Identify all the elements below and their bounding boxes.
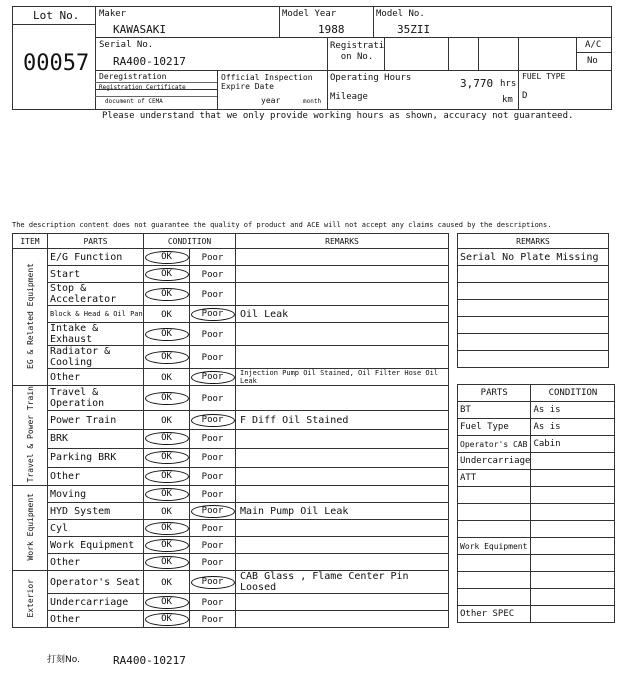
remark-cell: Injection Pump Oil Stained, Oil Filter Hose Oil Leak (236, 369, 449, 386)
part-name: Travel & Operation (48, 386, 144, 411)
remark-cell (236, 554, 449, 571)
year-label: year (261, 96, 281, 105)
remark-cell (236, 266, 449, 283)
condition-col-header: CONDITION (531, 385, 615, 402)
condition-poor-cell (190, 411, 236, 430)
part-name: Work Equipment (48, 537, 144, 554)
parts-row (458, 453, 615, 470)
parts-row-part: Other SPEC (458, 606, 531, 623)
parts-row-part: Fuel Type (458, 419, 531, 436)
parts-row (458, 521, 615, 538)
lot-label: Lot No. (33, 9, 80, 22)
condition-poor-circled: Poor (191, 371, 235, 384)
item-group-cell (13, 386, 48, 486)
item-group-cell (13, 486, 48, 571)
condition-poor-cell (190, 369, 236, 386)
condition-ok-cell (144, 537, 190, 554)
condition-poor-cell (190, 346, 236, 369)
condition-ok-circled: OK (145, 328, 189, 341)
parts-row (458, 436, 615, 453)
condition-ok-cell (144, 249, 190, 266)
hrs-unit: hrs (500, 79, 517, 89)
condition-poor-label: Poor (201, 252, 224, 263)
condition-ok-circled: OK (145, 470, 189, 483)
condition-poor-label: Poor (201, 289, 224, 300)
condition-ok-cell (144, 503, 190, 520)
model-year-value: 1988 (318, 23, 345, 36)
remark-cell: Oil Leak (236, 306, 449, 323)
condition-poor-label: Poor (201, 523, 224, 534)
table-row (13, 594, 449, 611)
part-name: HYD System (48, 503, 144, 520)
condition-poor-cell (190, 611, 236, 628)
part-name: BRK (48, 430, 144, 449)
condition-poor-label: Poor (201, 540, 224, 551)
condition-poor-label: Poor (201, 489, 224, 500)
condition-poor-label: Poor (201, 329, 224, 340)
item-group-label: Work Equipment (25, 493, 35, 561)
reg-cert-label: Registration Certificate (99, 84, 186, 91)
ac-label: A/C (585, 40, 602, 50)
condition-poor-cell (190, 467, 236, 486)
parts-row (458, 419, 615, 436)
parts-col-header: PARTS (458, 385, 531, 402)
condition-ok-cell (144, 611, 190, 628)
part-name: Operator's Seat (48, 571, 144, 594)
condition-ok-circled: OK (145, 522, 189, 535)
table-row (13, 266, 449, 283)
remarks-row (458, 283, 609, 300)
condition-poor-cell (190, 520, 236, 537)
table-row (13, 411, 449, 430)
condition-ok-circled: OK (145, 556, 189, 569)
remarks-row (458, 300, 609, 317)
parts-row-part: Undercarriage (458, 453, 531, 470)
parts-row (458, 402, 615, 419)
condition-ok-cell (144, 554, 190, 571)
parts-row-part (458, 589, 531, 606)
part-name: Other (48, 467, 144, 486)
remark-cell: F Diff Oil Stained (236, 411, 449, 430)
fuel-type-label: FUEL TYPE (522, 72, 566, 81)
parts-row (458, 572, 615, 589)
condition-ok-circled: OK (145, 392, 189, 405)
operating-hours-value: 3,770 (460, 77, 494, 90)
condition-poor-cell (190, 571, 236, 594)
km-unit: km (502, 95, 513, 105)
condition-poor-cell (190, 249, 236, 266)
table-row (13, 386, 449, 411)
parts-row-part (458, 504, 531, 521)
col-remarks: REMARKS (236, 234, 449, 249)
table-row (13, 571, 449, 594)
condition-poor-label: Poor (201, 434, 224, 445)
part-name: Stop & Accelerator (48, 283, 144, 306)
condition-poor-label: Poor (201, 614, 224, 625)
fuel-type-value: D (522, 91, 528, 101)
parts-row-part: ATT (458, 470, 531, 487)
disclaimer: The description content does not guarantee the quality of product and ACE will not accept any claims caused by the descriptions. (12, 221, 552, 229)
remarks-row (458, 266, 609, 283)
condition-poor-cell (190, 503, 236, 520)
remark-cell (236, 430, 449, 449)
table-row (13, 448, 449, 467)
table-row (13, 430, 449, 449)
part-name: Undercarriage (48, 594, 144, 611)
lot-number: 00057 (23, 51, 90, 76)
parts-row-part: BT (458, 402, 531, 419)
condition-poor-label: Poor (201, 393, 224, 404)
item-group-cell (13, 249, 48, 386)
condition-ok-circled: OK (145, 251, 189, 264)
condition-ok-circled: OK (145, 432, 189, 445)
condition-ok-cell (144, 467, 190, 486)
part-name: Block & Head & Oil Pan (48, 306, 144, 323)
engraved-label: 打刻No. (47, 655, 80, 665)
remark-cell (236, 537, 449, 554)
condition-ok-label: OK (161, 415, 172, 426)
table-row (13, 306, 449, 323)
inspection-label: Official Inspection Expire Date (221, 73, 313, 91)
condition-ok-circled: OK (145, 596, 189, 609)
hours-notice: Please understand that we only provide working hours as shown, accuracy not guaranteed. (102, 111, 574, 121)
parts-row-part (458, 487, 531, 504)
condition-ok-cell (144, 266, 190, 283)
item-group-label: EG & Related Equipment (25, 262, 35, 369)
condition-ok-circled: OK (145, 288, 189, 301)
parts-row (458, 504, 615, 521)
month-label: month (303, 98, 322, 105)
inspection-table-header (13, 234, 449, 249)
table-row (13, 520, 449, 537)
condition-ok-cell (144, 448, 190, 467)
condition-poor-cell (190, 486, 236, 503)
condition-ok-cell (144, 323, 190, 346)
condition-poor-label: Poor (201, 269, 224, 280)
parts-row-condition (531, 606, 615, 623)
table-row (13, 369, 449, 386)
engraved-number: RA400-10217 (113, 654, 186, 667)
parts-row-part: Work Equipment (458, 538, 531, 555)
condition-poor-cell (190, 537, 236, 554)
parts-row-condition (531, 504, 615, 521)
remark-cell (236, 249, 449, 266)
remark-cell (236, 594, 449, 611)
remark-cell (236, 520, 449, 537)
parts-row-condition (531, 572, 615, 589)
condition-ok-circled: OK (145, 488, 189, 501)
parts-row-condition (531, 538, 615, 555)
col-condition: CONDITION (144, 234, 236, 249)
condition-poor-circled: Poor (191, 576, 235, 589)
condition-ok-cell (144, 520, 190, 537)
item-group-label: Travel & Power Train (25, 386, 35, 483)
condition-poor-cell (190, 430, 236, 449)
table-row (13, 467, 449, 486)
condition-ok-circled: OK (145, 613, 189, 626)
condition-poor-circled: Poor (191, 414, 235, 427)
condition-poor-circled: Poor (191, 505, 235, 518)
table-row (13, 249, 449, 266)
condition-ok-label: OK (161, 577, 172, 588)
condition-poor-cell (190, 306, 236, 323)
ac-value: No (587, 56, 598, 66)
part-name: Intake & Exhaust (48, 323, 144, 346)
remarks-row: Serial No Plate Missing (458, 249, 609, 266)
remarks-box (457, 233, 609, 368)
remark-cell (236, 486, 449, 503)
cema-label: document of CEMA (105, 98, 163, 105)
parts-row (458, 555, 615, 572)
header-block (12, 6, 612, 110)
part-name: E/G Function (48, 249, 144, 266)
item-group-label: Exterior (25, 578, 35, 618)
parts-row-condition: As is (531, 419, 615, 436)
model-year-label: Model Year (282, 9, 337, 19)
condition-poor-label: Poor (201, 471, 224, 482)
remark-cell (236, 448, 449, 467)
parts-row-part (458, 572, 531, 589)
table-row (13, 537, 449, 554)
remark-cell (236, 467, 449, 486)
condition-ok-cell (144, 411, 190, 430)
registration-label: Registrati on No. (330, 41, 385, 62)
serial-value: RA400-10217 (113, 55, 186, 68)
parts-row (458, 589, 615, 606)
parts-row-part: Operator's CAB (458, 436, 531, 453)
remarks-row (458, 351, 609, 368)
remarks-row (458, 334, 609, 351)
condition-ok-label: OK (161, 309, 172, 320)
condition-poor-label: Poor (201, 352, 224, 363)
condition-ok-cell (144, 283, 190, 306)
condition-poor-label: Poor (201, 597, 224, 608)
parts-row-part (458, 521, 531, 538)
table-row (13, 554, 449, 571)
remark-cell (236, 386, 449, 411)
remark-cell (236, 346, 449, 369)
remark-cell (236, 611, 449, 628)
parts-condition-box (457, 384, 615, 623)
maker-value: KAWASAKI (113, 23, 166, 36)
part-name: Other (48, 611, 144, 628)
condition-poor-cell (190, 283, 236, 306)
part-name: Other (48, 554, 144, 571)
condition-poor-cell (190, 266, 236, 283)
parts-row-condition (531, 487, 615, 504)
condition-ok-label: OK (161, 506, 172, 517)
condition-ok-cell (144, 594, 190, 611)
model-no-label: Model No. (376, 9, 425, 19)
remark-cell (236, 283, 449, 306)
part-name: Start (48, 266, 144, 283)
operating-hours-label: Operating Hours (330, 73, 412, 83)
inspection-table (12, 233, 449, 628)
condition-ok-label: OK (161, 372, 172, 383)
table-row (13, 346, 449, 369)
condition-ok-cell (144, 369, 190, 386)
table-row (13, 503, 449, 520)
parts-row (458, 487, 615, 504)
condition-ok-cell (144, 486, 190, 503)
maker-label: Maker (99, 9, 127, 19)
part-name: Power Train (48, 411, 144, 430)
condition-poor-cell (190, 386, 236, 411)
part-name: Cyl (48, 520, 144, 537)
col-parts: PARTS (48, 234, 144, 249)
part-name: Moving (48, 486, 144, 503)
mileage-label: Mileage (330, 92, 368, 102)
condition-ok-circled: OK (145, 268, 189, 281)
col-item: ITEM (13, 234, 48, 249)
table-row (13, 323, 449, 346)
parts-row-condition (531, 521, 615, 538)
part-name: Parking BRK (48, 448, 144, 467)
condition-poor-cell (190, 448, 236, 467)
condition-poor-label: Poor (201, 453, 224, 464)
condition-poor-cell (190, 594, 236, 611)
remarks-title: REMARKS (458, 234, 609, 249)
parts-row-condition (531, 555, 615, 572)
serial-label: Serial No. (99, 40, 154, 50)
condition-ok-cell (144, 430, 190, 449)
condition-ok-circled: OK (145, 539, 189, 552)
table-row (13, 486, 449, 503)
part-name: Other (48, 369, 144, 386)
condition-ok-cell (144, 306, 190, 323)
condition-poor-cell (190, 323, 236, 346)
condition-ok-circled: OK (145, 451, 189, 464)
remarks-row (458, 317, 609, 334)
parts-row-condition: Cabin (531, 436, 615, 453)
parts-row-condition (531, 470, 615, 487)
parts-row-condition (531, 589, 615, 606)
condition-ok-cell (144, 571, 190, 594)
remark-cell: Main Pump Oil Leak (236, 503, 449, 520)
parts-row-part (458, 555, 531, 572)
item-group-cell (13, 571, 48, 628)
parts-row (458, 606, 615, 623)
table-row (13, 611, 449, 628)
table-row (13, 283, 449, 306)
parts-row (458, 538, 615, 555)
condition-ok-cell (144, 346, 190, 369)
condition-poor-label: Poor (201, 557, 224, 568)
condition-poor-circled: Poor (191, 308, 235, 321)
model-no-value: 35ZII (397, 23, 431, 36)
condition-ok-cell (144, 386, 190, 411)
dereg-label: Deregistration (99, 72, 167, 81)
condition-poor-cell (190, 554, 236, 571)
part-name: Radiator & Cooling (48, 346, 144, 369)
parts-row-condition (531, 453, 615, 470)
condition-ok-circled: OK (145, 351, 189, 364)
remark-cell: CAB Glass , Flame Center Pin Loosed (236, 571, 449, 594)
parts-row (458, 470, 615, 487)
parts-row-condition: As is (531, 402, 615, 419)
remark-cell (236, 323, 449, 346)
